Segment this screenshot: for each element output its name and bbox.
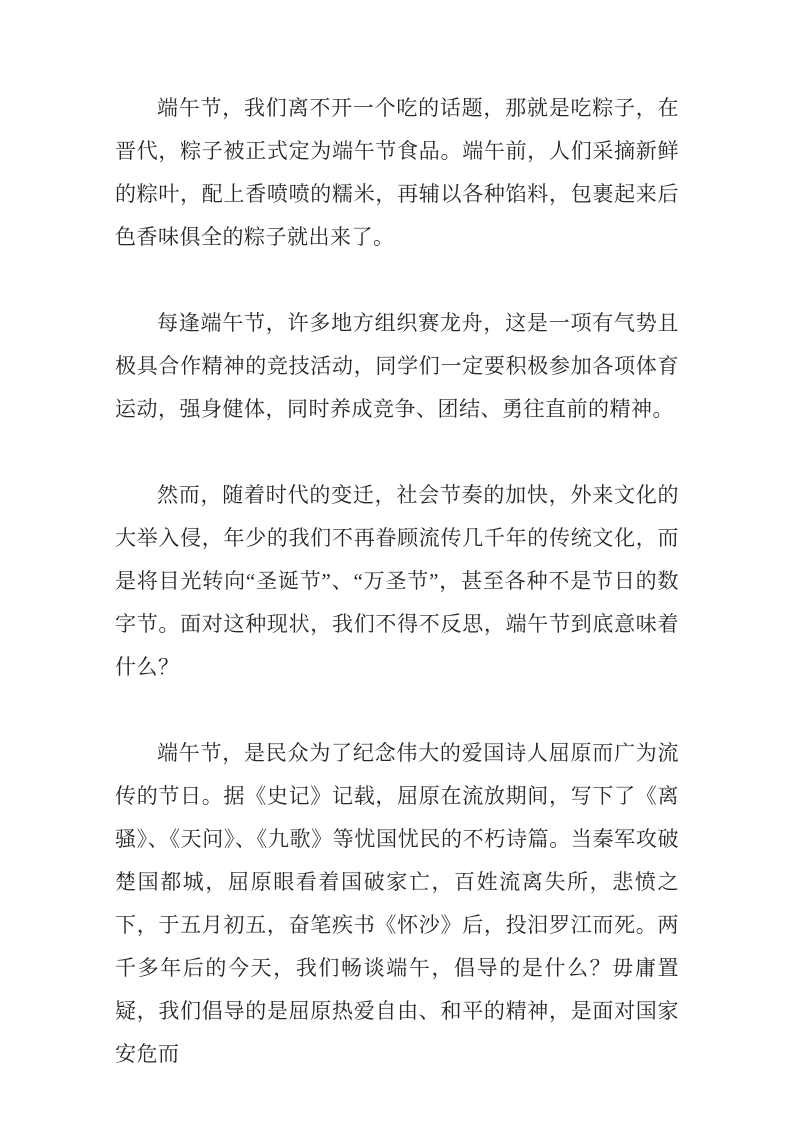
paragraph-zongzi: 端午节，我们离不开一个吃的话题，那就是吃粽子，在晋代，粽子被正式定为端午节食品。端午前，人们采摘新鲜的粽叶，配上香喷喷的糯米，再辅以各种馅料，包裹起来后色香味俱全的粽子就出来了。: [115, 96, 679, 249]
paragraph-reflection: 然而，随着时代的变迁，社会节奏的加快，外来文化的大举入侵，年少的我们不再眷顾流传几千年的传统文化，而是将目光转向“圣诞节”、“万圣节”，甚至各种不是节日的数字节。面对这种现状，我们不得不反思，端午节到底意味着什么？: [115, 483, 679, 679]
paragraph-quyuan: 端午节，是民众为了纪念伟大的爱国诗人屈原而广为流传的节日。据《史记》记载，屈原在流放期间，写下了《离骚》、《天问》、《九歌》等忧国忧民的不朽诗篇。当秦军攻破楚国都城，屈原眼看着国破家亡，百姓流离失所，悲愤之下，于五月初五，奋笔疾书《怀沙》后，投汨罗江而死。两千多年后的今天，我们畅谈端午，倡导的是什么？毋庸置疑，我们倡导的是屈原热爱自由、和平的精神，是面对国家安危而: [115, 741, 679, 1066]
paragraph-dragon-boat: 每逢端午节，许多地方组织赛龙舟，这是一项有气势且极具合作精神的竞技活动，同学们一定要积极参加各项体育运动，强身健体，同时养成竞争、团结、勇往直前的精神。: [115, 311, 679, 421]
